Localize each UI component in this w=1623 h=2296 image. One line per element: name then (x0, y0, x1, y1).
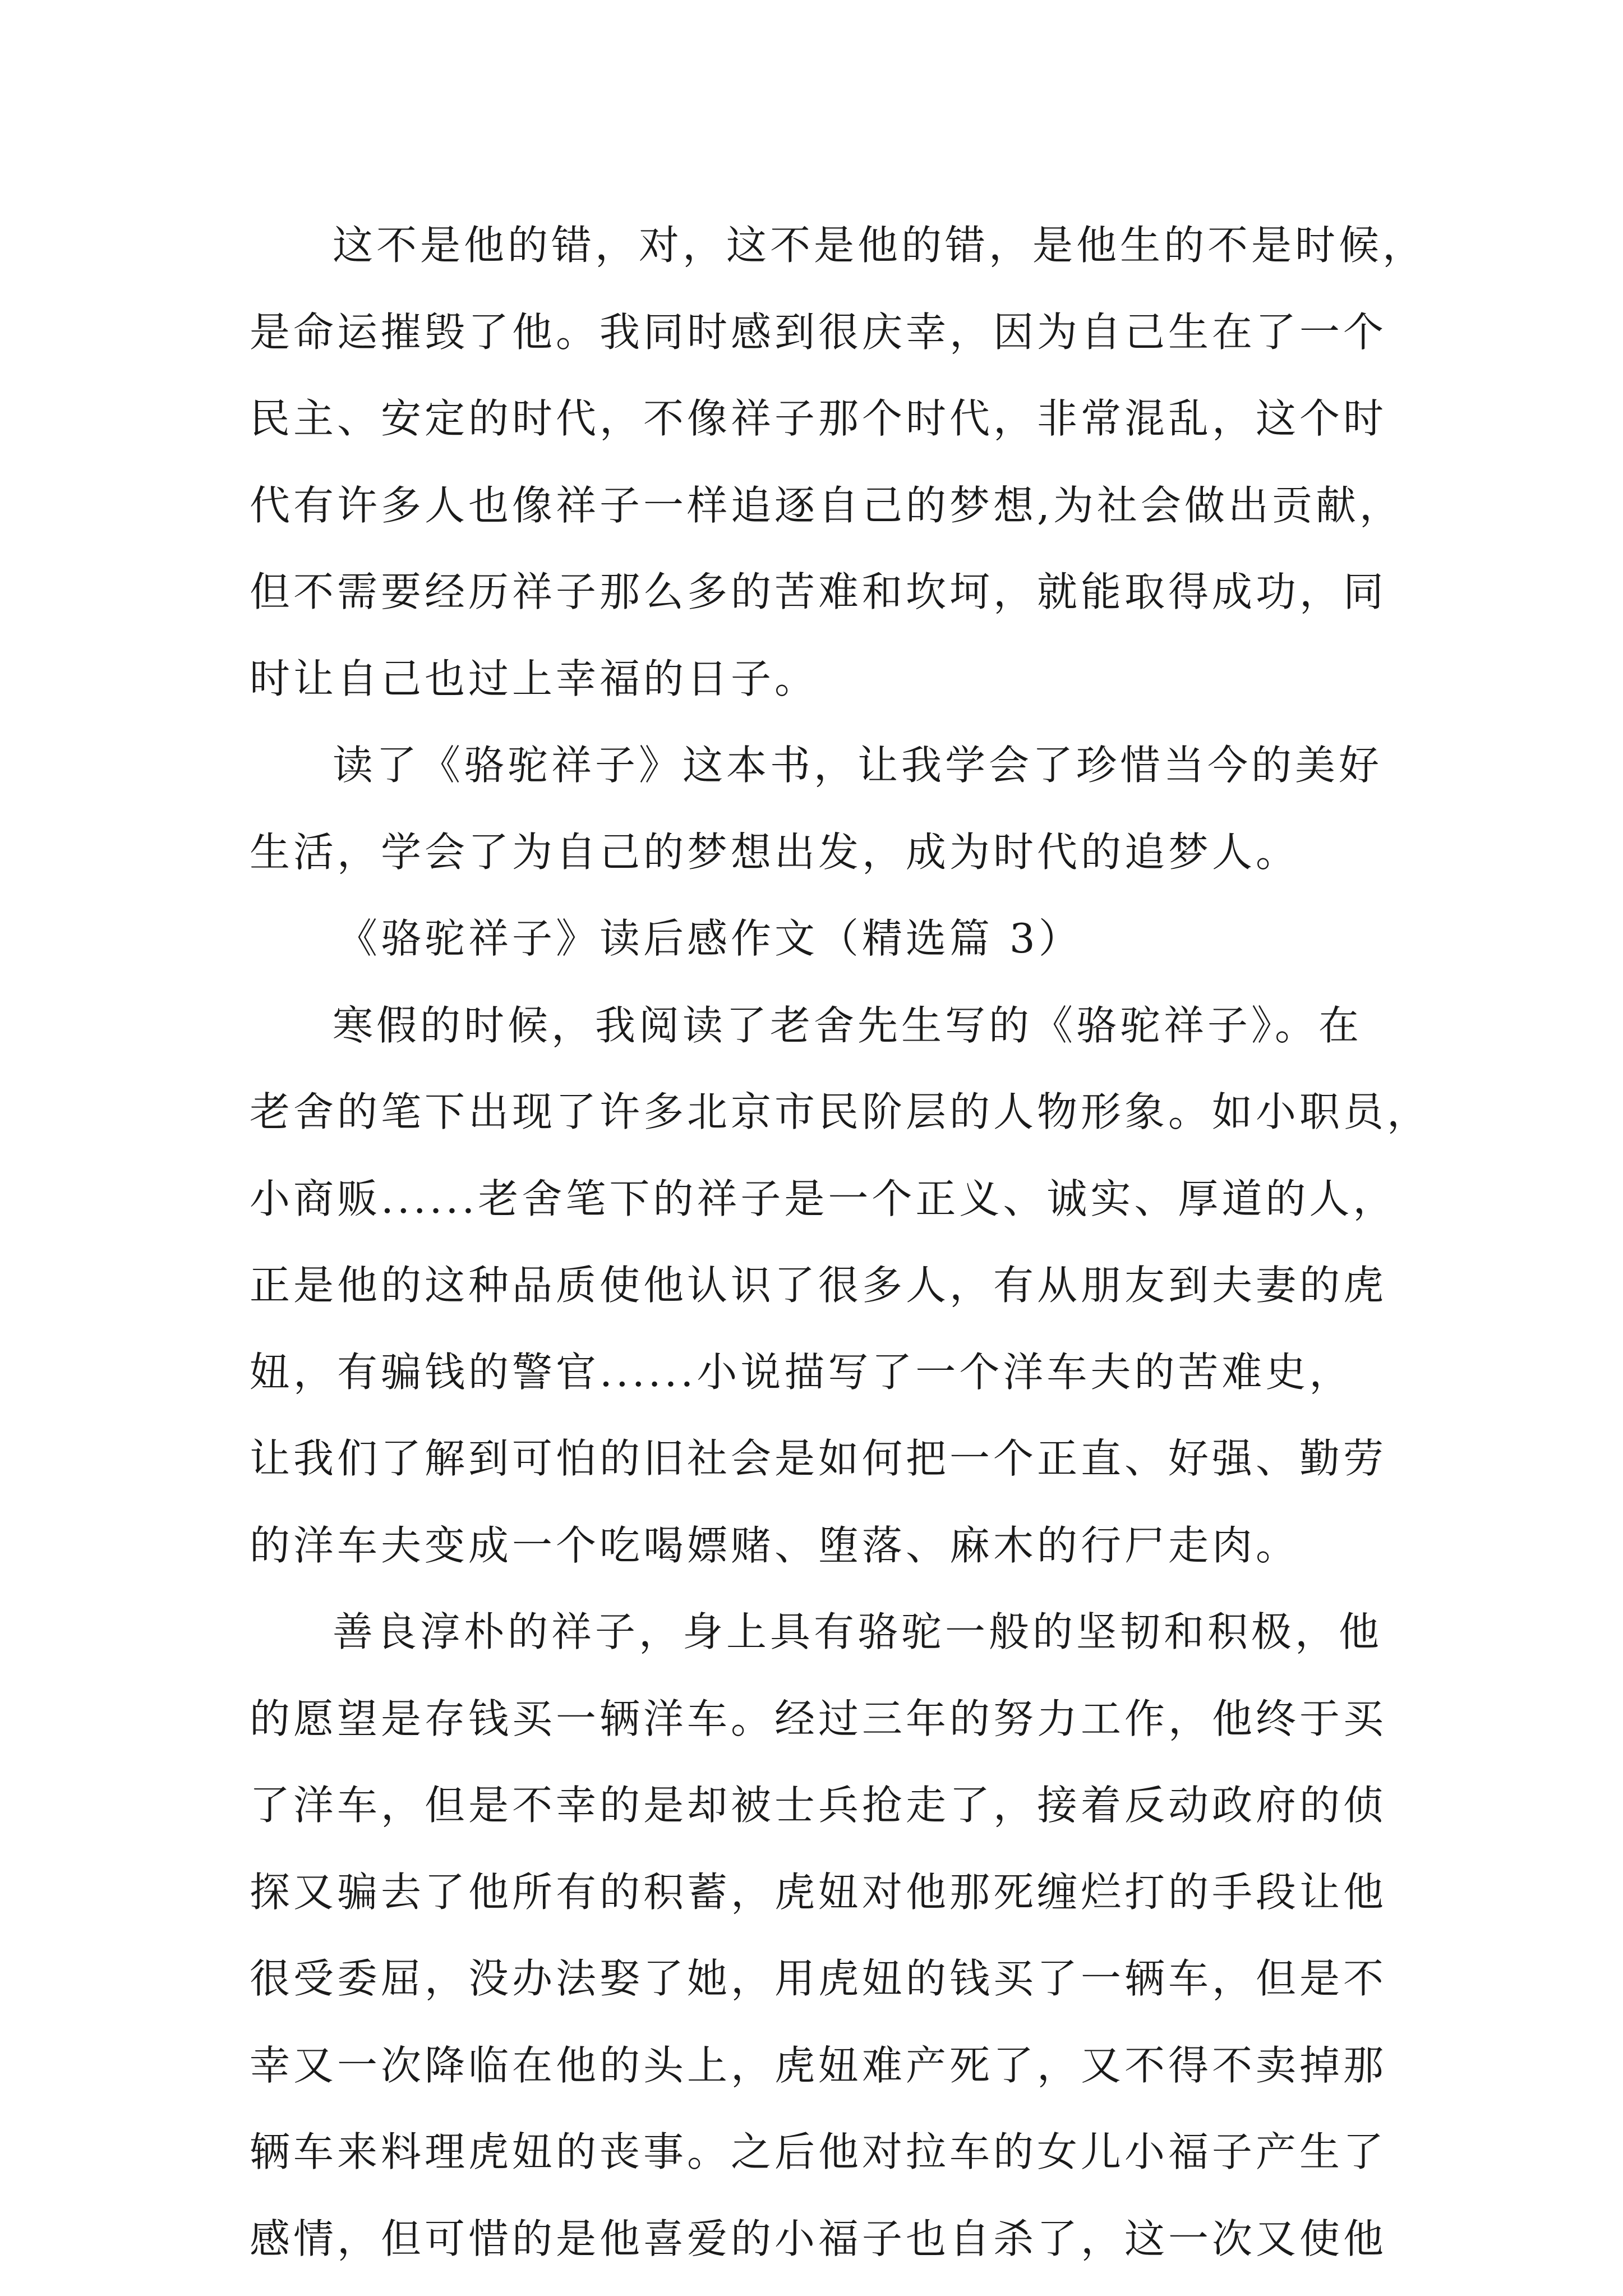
paragraph-line: 的愿望是存钱买一辆洋车。经过三年的努力工作，他终于买 (250, 1695, 1387, 1742)
paragraph-line: 寒假的时候，我阅读了老舍先生写的《骆驼祥子》。在 (333, 1001, 1363, 1049)
paragraph-line: 是命运摧毁了他。我同时感到很庆幸，因为自己生在了一个 (250, 308, 1387, 356)
paragraph-line: 让我们了解到可怕的旧社会是如何把一个正直、好强、勤劳 (250, 1435, 1387, 1482)
paragraph-line: 老舍的笔下出现了许多北京市民阶层的人物形象。如小职员， (250, 1088, 1431, 1135)
paragraph-line: 辆车来料理虎妞的丧事。之后他对拉车的女儿小福子产生了 (250, 2128, 1387, 2175)
paragraph-line: 正是他的这种品质使他认识了很多人，有从朋友到夫妻的虎 (250, 1262, 1387, 1309)
paragraph-line: 民主、安定的时代，不像祥子那个时代，非常混乱，这个时 (250, 395, 1387, 442)
paragraph-line: 生活，学会了为自己的梦想出发，成为时代的追梦人。 (250, 828, 1300, 876)
paragraph-line: 探又骗去了他所有的积蓄，虎妞对他那死缠烂打的手段让他 (250, 1868, 1387, 1916)
paragraph-line: 时让自己也过上幸福的日子。 (250, 655, 819, 702)
document-body (250, 202, 1431, 2282)
paragraph-line: 善良淳朴的祥子，身上具有骆驼一般的坚韧和积极，他 (333, 1608, 1383, 1655)
paragraph-line: 小商贩......老舍笔下的祥子是一个正义、诚实、厚道的人， (250, 1175, 1397, 1222)
paragraph-line: 幸又一次降临在他的头上，虎妞难产死了，又不得不卖掉那 (250, 2041, 1387, 2089)
paragraph-line: 感情，但可惜的是他喜爱的小福子也自杀了，这一次又使他 (250, 2215, 1387, 2262)
paragraph-line: 读了《骆驼祥子》这本书，让我学会了珍惜当今的美好 (333, 742, 1383, 789)
paragraph-line: 很受委屈，没办法娶了她，用虎妞的钱买了一辆车，但是不 (250, 1955, 1387, 2002)
paragraph-line: 这不是他的错，对，这不是他的错，是他生的不是时候， (333, 222, 1427, 269)
paragraph-line: 了洋车，但是不幸的是却被士兵抢走了，接着反动政府的侦 (250, 1782, 1387, 1829)
paragraph-line: 妞，有骗钱的警官......小说描写了一个洋车夫的苦难史， (250, 1348, 1353, 1396)
paragraph-line: 代有许多人也像祥子一样追逐自己的梦想,为社会做出贡献， (250, 481, 1403, 529)
paragraph-line: 的洋车夫变成一个吃喝嫖赌、堕落、麻木的行尸走肉。 (250, 1521, 1300, 1569)
section-heading: 《骆驼祥子》读后感作文（精选篇 3） (337, 915, 1082, 962)
paragraph-line: 但不需要经历祥子那么多的苦难和坎坷，就能取得成功，同 (250, 568, 1387, 615)
